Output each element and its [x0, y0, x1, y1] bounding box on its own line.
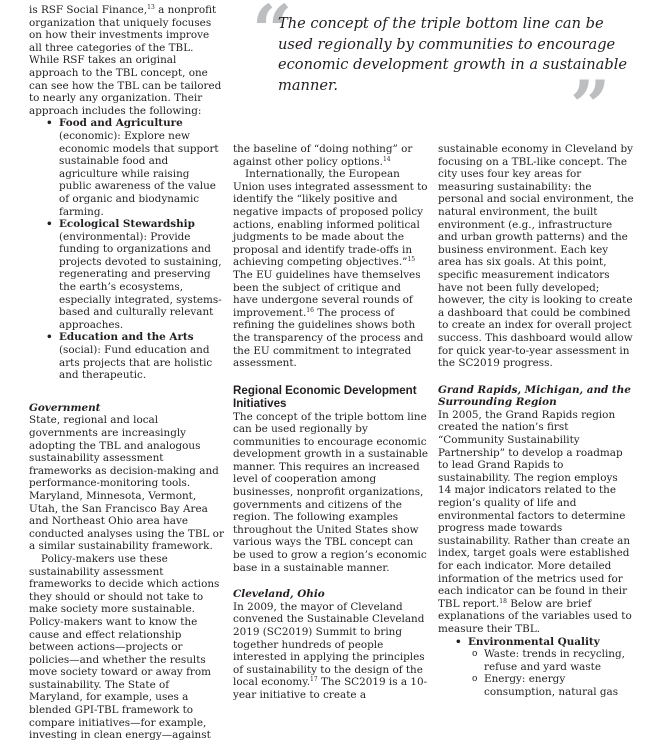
cleveland-paragraph: In 2009, the mayor of Cleveland convened the Sustainable Cleveland 2019 (SC2019) Summit to bring together hundreds of people interested in applying the principles of sustainability to the design of the local economy.$^{17}$ The SC2019 is a 10-year initiative to create a — [233, 600, 428, 701]
column-3 — [438, 143, 634, 699]
paragraph: the baseline of “doing nothing” or against other policy options.$^{14}$ — [233, 143, 413, 168]
eu-paragraph: Internationally, the European Union uses integrated assessment to identify the “likely positive and negative impacts of proposed policy actions, enabling informed political judgments to be made about the proposal and identify trade-offs in achieving competing objectives.”$^{15}$ The EU guidelines have themselves been the subject of critique and have undergone several rounds of improvement.$^{16}$ The process of refining the guidelines shows both the transparency of the process and the EU commitment to integrated assessment. — [233, 168, 428, 370]
regional-heading: Regional Economic Development Initiatives — [233, 383, 417, 411]
grand-rapids-paragraph: In 2005, the Grand Rapids region created the nation’s first “Community Sustainability Partnership” to develop a roadmap to lead Grand Rapids to sustainability. The region employs 14 major indicators related to the region’s quality of life and environmental factors to determine progress made towards sustainability. Rather than create an index, target goals were established for each indicator. More detailed information of the metrics used for each indicator can be found in their TBL report.$^{18}$ Below are brief explanations of the variables used to measure their TBL. — [438, 408, 632, 635]
approach-list — [29, 117, 225, 381]
cleveland-continued-paragraph: sustainable economy in Cleveland by focusing on a TBL-like concept. The city uses four key areas for measuring sustainability: the personal and social environment, the natural environment, the built environment (e.g., infrastructure and urban growth patterns) and the business environment. Each key area has six goals. At this point, specific measurement indicators have not been fully developed; however, the city is looking to create a dashboard that could be combined to create an index for overall project success. This dashboard would allow for quick year-to-year assessment in the SC2019 progress. — [438, 143, 634, 370]
pull-quote-text: The concept of the triple bottom line can be used regionally by communities to encourage economic development growth in a sustainable manner. — [278, 15, 628, 94]
government-heading: Government — [29, 401, 101, 414]
list-item: • Education and the Arts (social): Fund education and arts projects that are holistic and therapeutic. — [59, 331, 225, 381]
pull-quote — [252, 0, 648, 148]
variables-list — [438, 636, 634, 649]
list-item: • Ecological Stewardship (environmental): Provide funding to organizations and projects devoted to sustaining, regenerating and preserving the earth’s ecosystems, especially integrated, systems-based and culturally relevant approaches. — [59, 218, 225, 331]
list-item: • Food and Agriculture (economic): Explore new economic models that support sustainable food and agriculture while raising public awareness of the value of organic and biodynamic farming. — [59, 117, 225, 218]
intro-paragraph: is RSF Social Finance,$^{13}$ a nonprofit organization that uniquely focuses on how their investments improve all three categories of the TBL. While RSF takes an original approach to the TBL concept, one can see how the TBL can be tailored to nearly any organization. Their approach includes the following: — [29, 4, 222, 117]
sub-list — [438, 648, 634, 698]
list-item: • Environmental Quality — [468, 636, 634, 649]
column-1 — [29, 4, 225, 742]
cleveland-heading: Cleveland, Ohio — [233, 588, 325, 601]
list-item: o Energy: energy consumption, natural gas — [484, 673, 634, 698]
grand-rapids-heading: Grand Rapids, Michigan, and the Surrounding Region — [438, 383, 631, 409]
government-paragraph-2: Policy-makers use these sustainability assessment frameworks to decide which actions they should or should not take to make society more sustainable. Policy-makers want to know the cause and effect relationship between actions—projects or policies—and whether the results move society toward or away from sustainability. The State of Maryland, for example, uses a blended GPI-TBL framework to compare initiatives—for example, investing in clean energy—against — [29, 552, 220, 742]
government-paragraph-1: State, regional and local governments are increasingly adopting the TBL and analogous sustainability assessment frameworks as decision-making and performance-monitoring tools. Maryland, Minnesota, Vermont, Utah, the San Francisco Bay Area and Northeast Ohio area have conducted analyses using the TBL or a similar sustainability framework. — [29, 414, 224, 553]
column-2 — [233, 143, 429, 702]
close-quote-icon: ” — [570, 65, 611, 148]
open-quote-icon: “ — [252, 0, 293, 72]
regional-paragraph: The concept of the triple bottom line can be used regionally by communities to encourage economic development growth in a sustainable manner. This requires an increased level of cooperation among businesses, nonprofit organizations, governments and citizens of the region. The following examples throughout the United States show various ways the TBL concept can be used to grow a region’s economic base in a sustainable manner. — [233, 410, 429, 574]
list-item: o Waste: trends in recycling, refuse and yard waste — [484, 648, 634, 673]
